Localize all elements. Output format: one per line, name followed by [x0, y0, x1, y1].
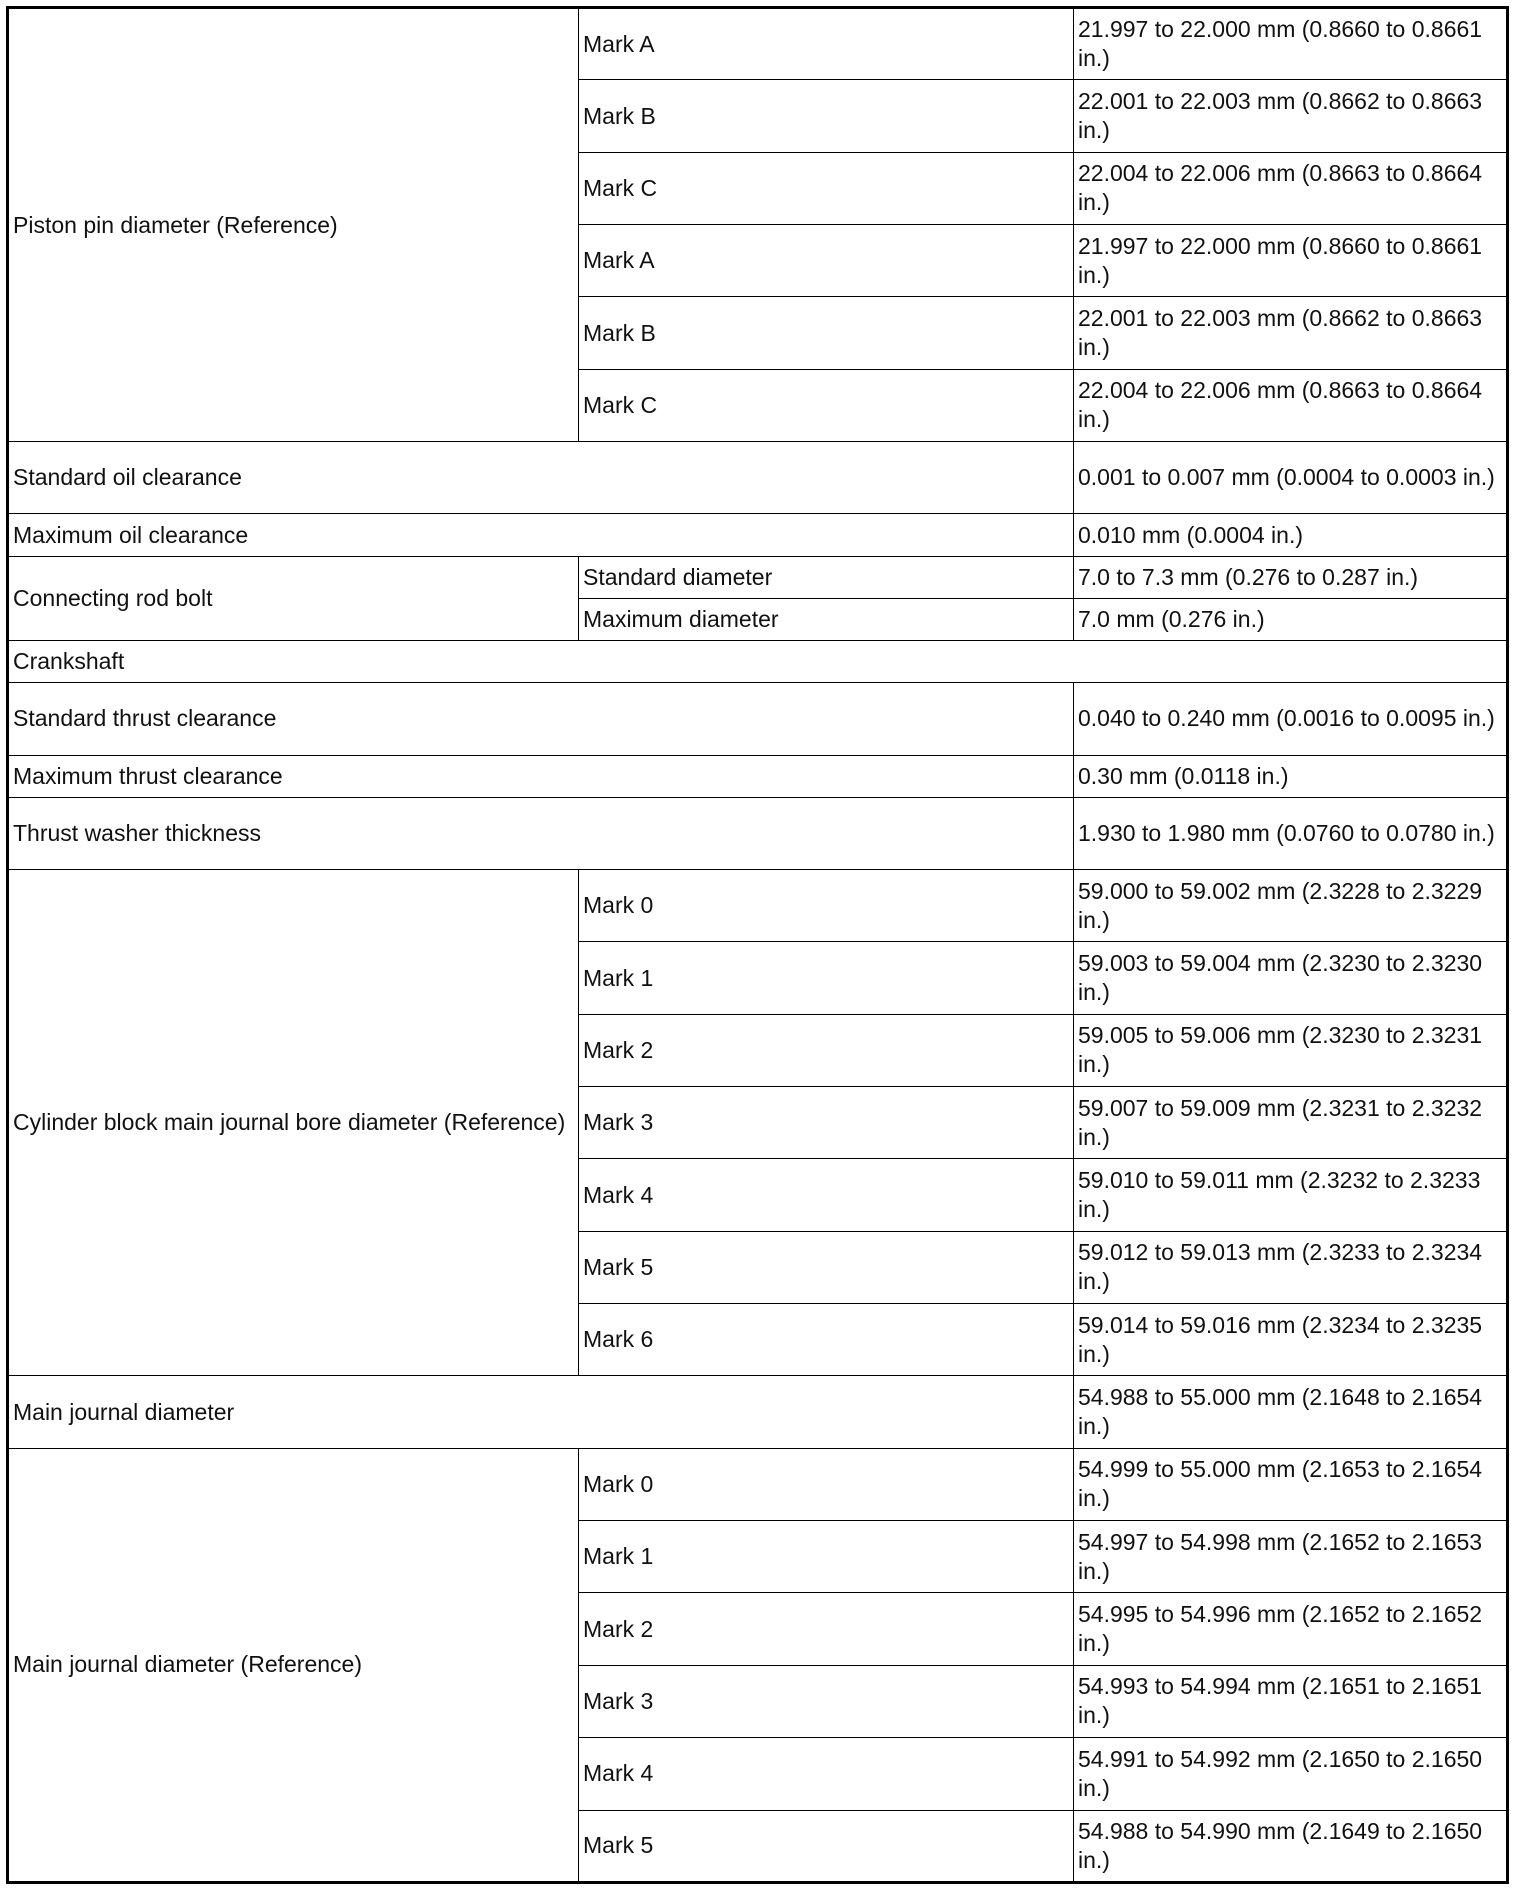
table-row	[8, 8, 1508, 80]
table-cell: 22.004 to 22.006 mm (0.8663 to 0.8664 in.)	[1074, 152, 1508, 224]
table-cell: Mark B	[579, 297, 1074, 369]
table-cell: 54.988 to 54.990 mm (2.1649 to 2.1650 in.)	[1074, 1810, 1508, 1883]
table-cell: Mark 6	[579, 1304, 1074, 1376]
table-cell: Maximum oil clearance	[8, 514, 1074, 556]
table-cell: Mark C	[579, 369, 1074, 441]
table-row	[8, 755, 1508, 797]
table-cell: Mark 4	[579, 1738, 1074, 1810]
table-cell: Crankshaft	[8, 640, 1508, 682]
table-cell: Mark A	[579, 8, 1074, 80]
table-cell: 0.040 to 0.240 mm (0.0016 to 0.0095 in.)	[1074, 683, 1508, 755]
table-cell: 59.010 to 59.011 mm (2.3232 to 2.3233 in.)	[1074, 1159, 1508, 1231]
table-cell: Mark 2	[579, 1014, 1074, 1086]
table-cell: Mark A	[579, 225, 1074, 297]
table-cell: Mark C	[579, 152, 1074, 224]
table-cell: 21.997 to 22.000 mm (0.8660 to 0.8661 in.)	[1074, 8, 1508, 80]
table-cell: Mark 3	[579, 1665, 1074, 1737]
table-row	[8, 442, 1508, 514]
table-row	[8, 1376, 1508, 1448]
spec-table	[6, 6, 1509, 1884]
table-row	[8, 870, 1508, 942]
table-row	[8, 640, 1508, 682]
table-cell: Mark 3	[579, 1087, 1074, 1159]
table-cell: Thrust washer thickness	[8, 797, 1074, 869]
table-cell: 59.007 to 59.009 mm (2.3231 to 2.3232 in.)	[1074, 1087, 1508, 1159]
table-cell: 54.995 to 54.996 mm (2.1652 to 2.1652 in.)	[1074, 1593, 1508, 1665]
table-row	[8, 514, 1508, 556]
spec-table-body	[8, 8, 1508, 1883]
table-row	[8, 556, 1508, 598]
table-cell: 59.005 to 59.006 mm (2.3230 to 2.3231 in.)	[1074, 1014, 1508, 1086]
table-cell: Standard thrust clearance	[8, 683, 1074, 755]
table-cell: Mark 5	[579, 1231, 1074, 1303]
table-cell: 22.001 to 22.003 mm (0.8662 to 0.8663 in.)	[1074, 80, 1508, 152]
table-cell: Standard oil clearance	[8, 442, 1074, 514]
table-cell: Maximum thrust clearance	[8, 755, 1074, 797]
table-cell: 0.010 mm (0.0004 in.)	[1074, 514, 1508, 556]
table-cell: Cylinder block main journal bore diameter (Reference)	[8, 870, 579, 1376]
table-cell: Mark 1	[579, 1521, 1074, 1593]
table-cell: 54.997 to 54.998 mm (2.1652 to 2.1653 in.)	[1074, 1521, 1508, 1593]
table-cell: 7.0 to 7.3 mm (0.276 to 0.287 in.)	[1074, 556, 1508, 598]
table-cell: 7.0 mm (0.276 in.)	[1074, 598, 1508, 640]
table-cell: 54.993 to 54.994 mm (2.1651 to 2.1651 in.)	[1074, 1665, 1508, 1737]
table-cell: 54.988 to 55.000 mm (2.1648 to 2.1654 in.)	[1074, 1376, 1508, 1448]
table-cell: 22.001 to 22.003 mm (0.8662 to 0.8663 in.)	[1074, 297, 1508, 369]
table-cell: 22.004 to 22.006 mm (0.8663 to 0.8664 in.)	[1074, 369, 1508, 441]
table-cell: Mark B	[579, 80, 1074, 152]
table-cell: 21.997 to 22.000 mm (0.8660 to 0.8661 in.)	[1074, 225, 1508, 297]
table-cell: 59.000 to 59.002 mm (2.3228 to 2.3229 in.)	[1074, 870, 1508, 942]
table-cell: Main journal diameter (Reference)	[8, 1448, 579, 1882]
table-cell: 54.999 to 55.000 mm (2.1653 to 2.1654 in.)	[1074, 1448, 1508, 1520]
table-cell: Maximum diameter	[579, 598, 1074, 640]
table-cell: 0.001 to 0.007 mm (0.0004 to 0.0003 in.)	[1074, 442, 1508, 514]
table-cell: 59.014 to 59.016 mm (2.3234 to 2.3235 in.)	[1074, 1304, 1508, 1376]
table-cell: Standard diameter	[579, 556, 1074, 598]
table-cell: 1.930 to 1.980 mm (0.0760 to 0.0780 in.)	[1074, 797, 1508, 869]
table-row	[8, 683, 1508, 755]
table-cell: 59.012 to 59.013 mm (2.3233 to 2.3234 in.)	[1074, 1231, 1508, 1303]
table-cell: Mark 0	[579, 1448, 1074, 1520]
table-cell: Mark 5	[579, 1810, 1074, 1883]
table-row	[8, 797, 1508, 869]
table-row	[8, 1448, 1508, 1520]
table-cell: Piston pin diameter (Reference)	[8, 8, 579, 442]
table-cell: Connecting rod bolt	[8, 556, 579, 640]
table-cell: Mark 2	[579, 1593, 1074, 1665]
table-cell: Mark 1	[579, 942, 1074, 1014]
table-cell: 0.30 mm (0.0118 in.)	[1074, 755, 1508, 797]
table-cell: Mark 0	[579, 870, 1074, 942]
table-cell: Main journal diameter	[8, 1376, 1074, 1448]
table-cell: 59.003 to 59.004 mm (2.3230 to 2.3230 in.)	[1074, 942, 1508, 1014]
table-cell: Mark 4	[579, 1159, 1074, 1231]
table-cell: 54.991 to 54.992 mm (2.1650 to 2.1650 in.)	[1074, 1738, 1508, 1810]
